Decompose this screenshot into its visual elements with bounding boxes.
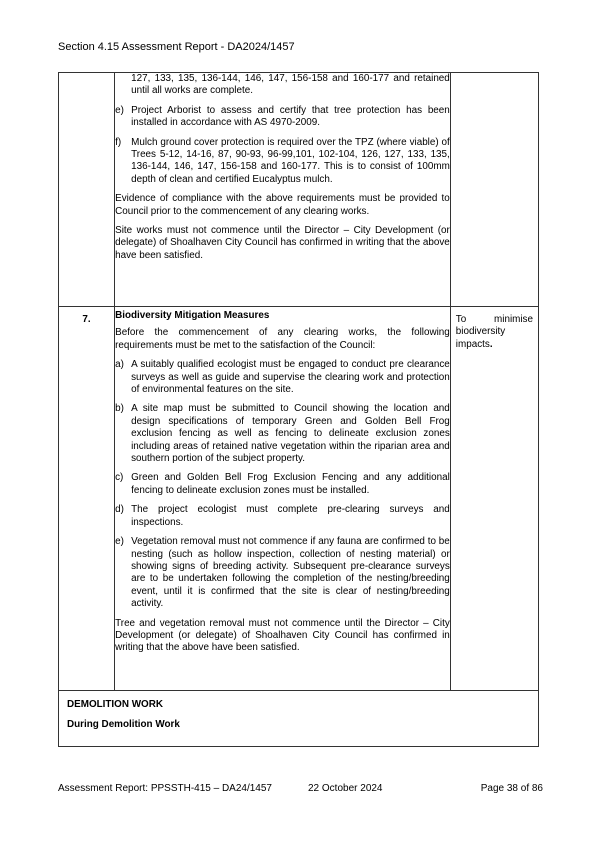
item-text: Vegetation removal must not commence if any fauna are confirmed to be nesting (such as hollow inspection, collection of nesting material) or showing signs of breeding activity. Subsequent pre-clearance surveys are to be undertaken following the completion of the nesting/breeding event, until it is confirmed that the site is clear of nesting/breeding activity. <box>131 536 450 610</box>
item-label: f) <box>115 136 122 148</box>
list-item <box>115 105 450 130</box>
item-text: The project ecologist must complete pre-clearing surveys and inspections. <box>131 504 450 528</box>
reason-line <box>456 314 533 326</box>
section-heading: DEMOLITION WORK <box>67 699 163 710</box>
paragraph: Tree and vegetation removal must not commence until the Director – City Development (or delegate) of Shoalhaven City Council has confirmed in writing that the above have been satisfied. <box>115 617 450 654</box>
item-label: e) <box>115 536 124 548</box>
condition-number: 7. <box>59 307 115 691</box>
condition-number-cell <box>59 73 115 307</box>
reason-cell <box>450 73 538 307</box>
continued-text: 127, 133, 135, 136-144, 146, 147, 156-158 and 160-177 and retained until all works are complete. <box>131 73 450 97</box>
item-label: d) <box>115 504 124 516</box>
reason-line <box>456 339 533 351</box>
list-item <box>115 137 450 187</box>
reason-word: minimise <box>494 314 533 325</box>
item-label: c) <box>115 472 124 484</box>
paragraph: Site works must not commence until the Director – City Development (or delegate) of Shoalhaven City Council has confirmed in writing that the above have been satisfied. <box>115 225 450 261</box>
reason-line: biodiversity <box>455 326 506 338</box>
reason-word: To <box>455 314 467 325</box>
item-text: Project Arborist to assess and certify that tree protection has been installed in accordance with AS 4970-2009. <box>131 104 450 129</box>
section-heading-cell <box>59 691 539 747</box>
item-label: a) <box>115 359 124 371</box>
footer-date: 22 October 2024 <box>308 783 383 794</box>
table-row <box>59 307 539 691</box>
list-item <box>115 472 450 497</box>
condition-text-cell <box>115 73 451 307</box>
paragraph: Evidence of compliance with the above requirements must be provided to Council prior to the commencement of any clearing works. <box>115 193 450 217</box>
page-footer <box>58 783 543 794</box>
table-row <box>59 73 539 307</box>
reason-cell <box>450 307 538 691</box>
page-header: Section 4.15 Assessment Report - DA2024/1457 <box>58 41 295 53</box>
item-text: Mulch ground cover protection is required over the TPZ (where viable) of Trees 5-12, 14-16, 87, 90-93, 96-99,101, 102-104, 126, 127, 133, 135, 136-144, 146, 147, 156-158 and 160-177. This is to consist of 100mm depth of clean and certified Eucalyptus mulch. <box>131 136 450 185</box>
reason-period: . <box>489 338 493 350</box>
footer-report: Assessment Report: PPSSTH-415 – DA24/1457 <box>58 783 272 794</box>
list-item <box>115 504 450 529</box>
item-label: e) <box>115 104 124 116</box>
reason-word: impacts <box>455 338 490 350</box>
table-row <box>59 691 539 747</box>
list-item <box>115 536 450 610</box>
list-item <box>115 403 450 465</box>
item-text: A site map must be submitted to Council showing the location and design specifications of temporary Green and Golden Bell Frog exclusion fencing as well as fencing to delineate exclusion zones including areas of retained native vegetation within the riparian area and southern portion of the subject property. <box>131 403 450 465</box>
footer-page-number: Page 38 of 86 <box>480 783 543 794</box>
list-item <box>115 359 450 396</box>
paragraph: Before the commencement of any clearing works, the following requirements must be met to the satisfaction of the Council: <box>115 327 450 351</box>
condition-title: Biodiversity Mitigation Measures <box>115 310 270 321</box>
item-text: A suitably qualified ecologist must be engaged to conduct pre clearance surveys as well as guide and supervise the clearing work and protection of environmental features on the site. <box>131 359 450 396</box>
item-label: b) <box>115 403 124 415</box>
conditions-table <box>58 72 539 747</box>
item-text: Green and Golden Bell Frog Exclusion Fencing and any additional fencing to delineate exclusion zones must be installed. <box>131 472 450 496</box>
condition-text-cell <box>115 307 451 691</box>
section-subheading: During Demolition Work <box>67 719 180 731</box>
